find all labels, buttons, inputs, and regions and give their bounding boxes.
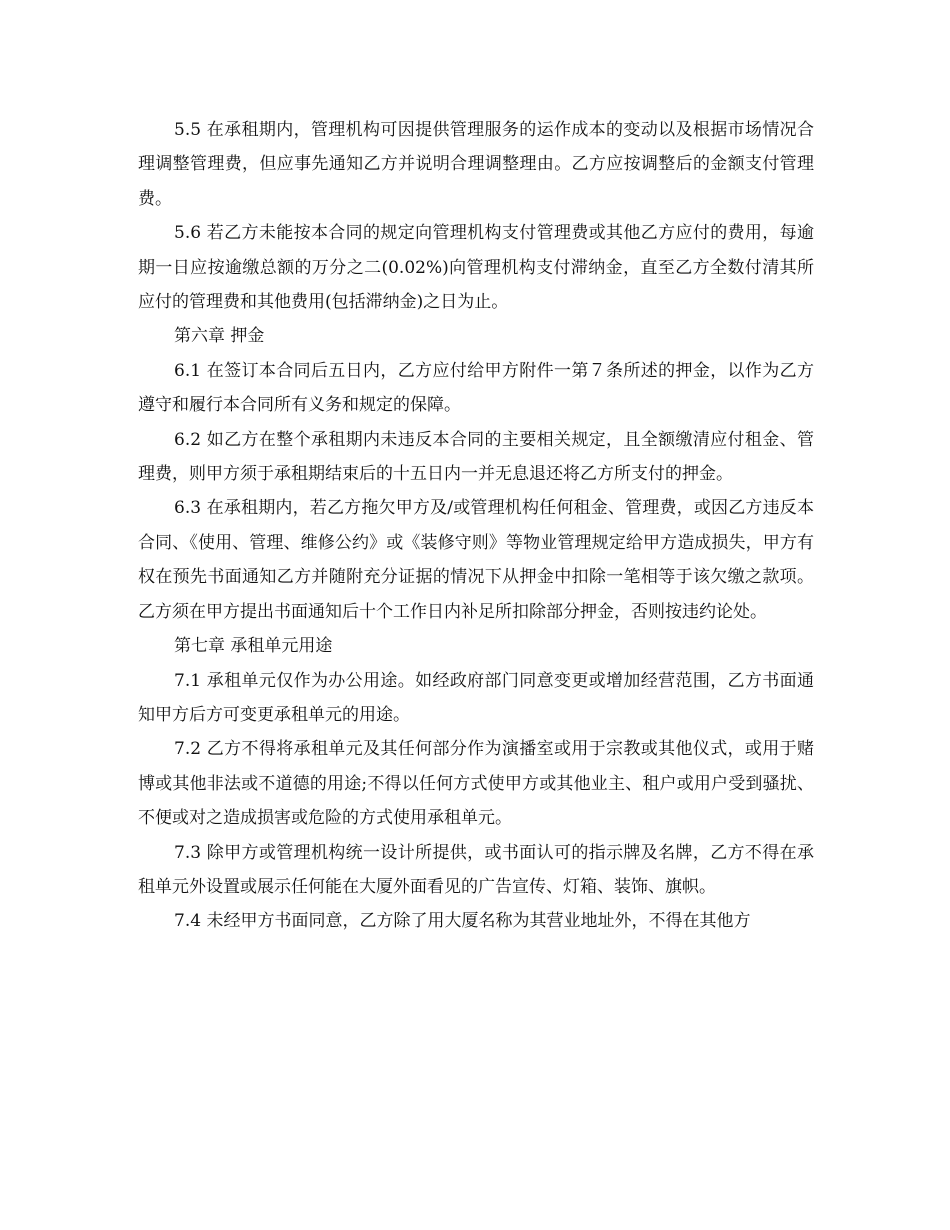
document-body	[138, 113, 814, 939]
clause-7-3: 7.3 除甲方或管理机构统一设计所提供，或书面认可的指示牌及名牌，乙方不得在承租单元外设置或展示任何能在大厦外面看见的广告宣传、灯箱、装饰、旗帜。	[138, 842, 814, 897]
clause-6-1: 6.1 在签订本合同后五日内，乙方应付给甲方附件一第７条所述的押金，以作为乙方遵守和履行本合同所有义务和规定的保障。	[138, 360, 814, 416]
clause-7-1: 7.1 承租单元仅作为办公用途。如经政府部门同意变更或增加经营范围，乙方书面通知甲方后方可变更承租单元的用途。	[138, 670, 814, 725]
clause-6-3: 6.3 在承租期内，若乙方拖欠甲方及/或管理机构任何租金、管理费，或因乙方违反本合同、《使用、管理、维修公约》或《装修守则》等物业管理规定给甲方造成损失，甲方有权在预先书面通知乙方并随附充分证据的情况下从押金中扣除一笔相等于该欠缴之款项。乙方须在甲方提出书面通知后十个工作日内补足所扣除部分押金，否则按违约论处。	[138, 498, 814, 622]
clause-7-4: 7.4 未经甲方书面同意，乙方除了用大厦名称为其营业地址外，不得在其他方	[174, 911, 751, 932]
clause-6-2: 6.2 如乙方在整个承租期内未违反本合同的主要相关规定，且全额缴清应付租金、管理费，则甲方须于承租期结束后的十五日内一并无息退还将乙方所支付的押金。	[138, 429, 814, 485]
chapter-7-heading: 第七章 承租单元用途	[174, 636, 333, 657]
clause-5-6: 5.6 若乙方未能按本合同的规定向管理机构支付管理费或其他乙方应付的费用，每逾期一日应按逾缴总额的万分之二(0.02%)向管理机构支付滞纳金，直至乙方全数付清其所应付的管理费和其他费用(包括滞纳金)之日为止。	[138, 223, 814, 313]
chapter-6-heading: 第六章 押金	[174, 326, 265, 347]
clause-5-5: 5.5 在承租期内，管理机构可因提供管理服务的运作成本的变动以及根据市场情况合理调整管理费，但应事先通知乙方并说明合理调整理由。乙方应按调整后的金额支付管理费。	[138, 120, 814, 209]
clause-7-2: 7.2 乙方不得将承租单元及其任何部分作为演播室或用于宗教或其他仪式，或用于赌博或其他非法或不道德的用途;不得以任何方式使甲方或其他业主、租户或用户受到骚扰、不便或对之造成损害或危险的方式使用承租单元。	[138, 739, 814, 829]
